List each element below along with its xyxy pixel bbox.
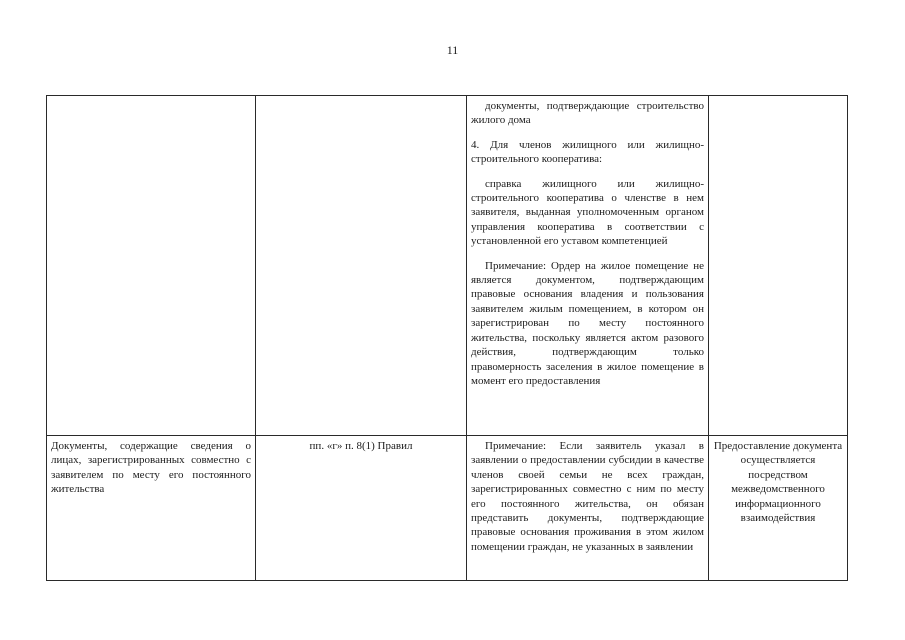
table-cell-document-name	[47, 96, 256, 436]
paragraph-cooperative-certificate: справка жилищного или жилищно-строительного кооператива о членстве в нем заявителя, выданная уполномоченным органом управления кооператива в соответствии с установленной его уставом компетенцией	[471, 177, 704, 248]
paragraph-note-order: Примечание: Ордер на жилое помещение не является документом, подтверждающим правовые основания владения и пользования заявителем жилым помещением, в котором он зарегистрирован по месту постоянного жительства, поскольку является актом разового действия, подтверждающим только правомерность заселения в жилое помещение в момент его предоставления	[471, 259, 704, 387]
table-row	[47, 436, 848, 581]
paragraph-cooperative-heading: 4. Для членов жилищного или жилищно-строительного кооператива:	[471, 138, 704, 166]
table-cell-provision-method	[709, 96, 848, 436]
table-cell-document-name: Документы, содержащие сведения о лицах, зарегистрированных совместно с заявителем по месту его постоянного жительства	[47, 436, 256, 581]
table-cell-legal-basis	[256, 96, 467, 436]
paragraph-note-family: Примечание: Если заявитель указал в заявлении о предоставлении субсидии в качестве членов своей семьи не всех граждан, зарегистрированных совместно с ним по месту его постоянного жительства, он обязан представить документы, подтверждающие правовые основания проживания в этом жилом помещении граждан, не указанных в заявлении	[471, 440, 704, 553]
table-cell-legal-basis: пп. «г» п. 8(1) Правил	[256, 436, 467, 581]
table-row	[47, 96, 848, 436]
documents-table	[46, 95, 848, 581]
page-number: 11	[446, 43, 459, 57]
table-cell-provision-method: Предоставление документа осуществляется посредством межведомственного информационного взаимодействия	[709, 436, 848, 581]
table-cell-requirements	[467, 96, 709, 436]
table-cell-requirements	[467, 436, 709, 581]
paragraph-house-documents: документы, подтверждающие строительство жилого дома	[471, 100, 704, 127]
